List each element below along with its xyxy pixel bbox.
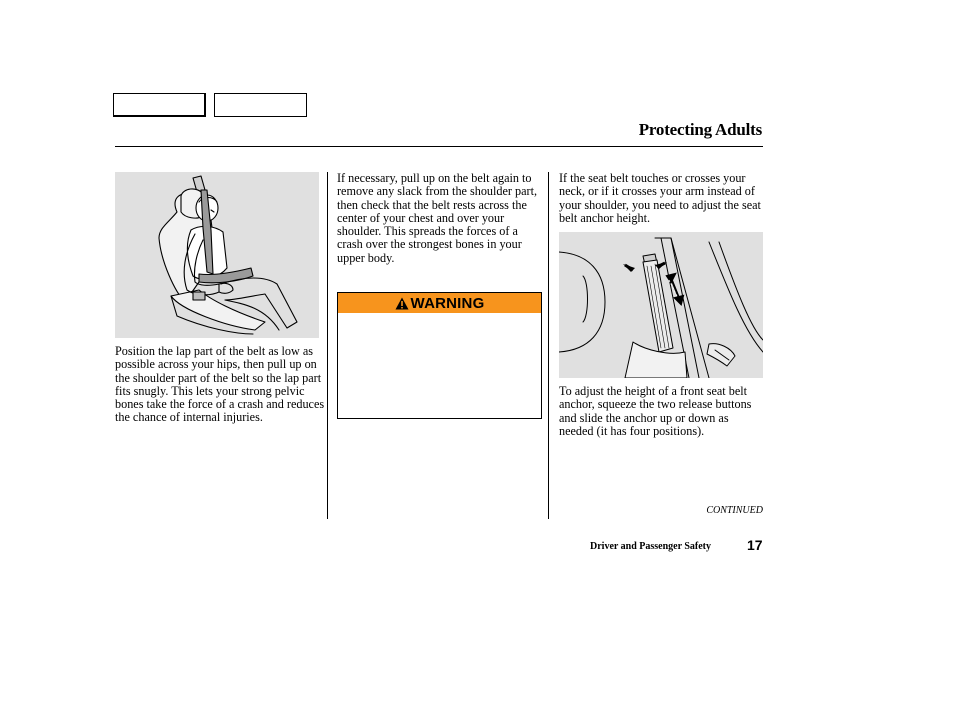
seated-adult-drawing bbox=[115, 172, 319, 338]
warning-header bbox=[338, 293, 541, 313]
belt-anchor-illustration bbox=[559, 232, 763, 378]
warning-box bbox=[337, 292, 542, 419]
page-number: 17 bbox=[747, 537, 763, 553]
right-column-text-bottom: To adjust the height of a front seat belt anchor, squeeze the two release buttons and slide the anchor up or down as needed (it has four positions). bbox=[559, 384, 752, 438]
page-title: Protecting Adults bbox=[638, 120, 762, 139]
warning-triangle-icon bbox=[395, 297, 409, 310]
right-column-text-top: If the seat belt touches or crosses your neck, or if it crosses your arm instead of your shoulder, you need to adjust the seat belt anchor height. bbox=[559, 171, 761, 225]
seated-adult-illustration bbox=[115, 172, 319, 338]
left-column-text: Position the lap part of the belt as low as possible across your hips, then pull up on the shoulder part of the belt so the lap part fits snugly. This lets your strong pelvic bones take the force of a crash and reduces the chance of internal injuries. bbox=[115, 344, 325, 425]
warning-label: WARNING bbox=[410, 294, 485, 312]
title-rule bbox=[115, 146, 763, 147]
nav-tab-previous[interactable] bbox=[113, 93, 206, 117]
column-divider-1 bbox=[327, 172, 328, 519]
footer-section-title: Driver and Passenger Safety bbox=[590, 541, 712, 552]
continued-label: CONTINUED bbox=[706, 505, 763, 516]
nav-tab-next[interactable] bbox=[214, 93, 307, 117]
belt-anchor-drawing bbox=[559, 232, 763, 378]
middle-column-text: If necessary, pull up on the belt again to remove any slack from the shoulder part, then check that the belt rests across the center of your chest and over your shoulder. This spreads the forces of a crash over the strongest bones in your upper body. bbox=[337, 171, 538, 265]
column-divider-2 bbox=[548, 172, 549, 519]
